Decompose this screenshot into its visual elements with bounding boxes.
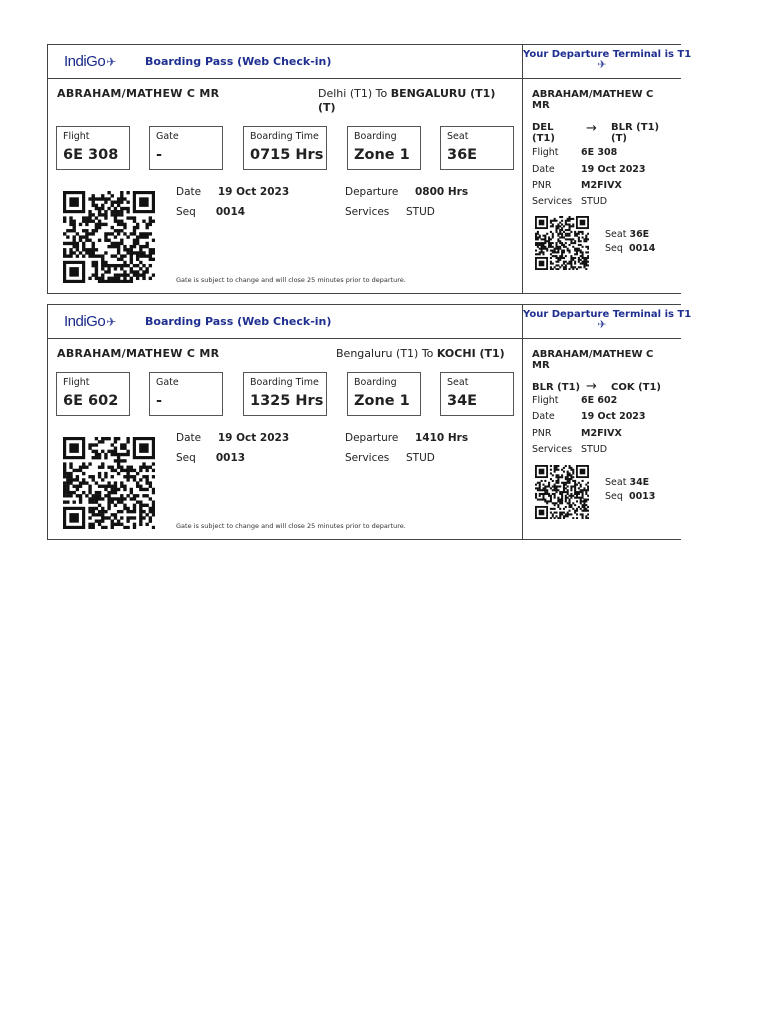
gate-note: Gate is subject to change and will close 25 minutes prior to departure.: [176, 276, 406, 284]
route: Bengaluru (T1) To KOCHI (T1): [336, 347, 505, 360]
departure-terminal: Your Departure Terminal is T1: [523, 49, 692, 60]
gate-note: Gate is subject to change and will close 25 minutes prior to departure.: [176, 522, 406, 530]
pass-header: [48, 45, 522, 79]
stub-header: [523, 45, 692, 79]
pass-main-section: [48, 305, 523, 539]
qr-code-icon: [63, 191, 155, 283]
stub-passenger-name: ABRAHAM/MATHEW C MR: [532, 89, 654, 111]
flight-box: Flight 6E 308: [56, 126, 130, 170]
boarding-pass-1: [47, 44, 692, 294]
seq-field: Seq 0014: [176, 206, 246, 218]
pass-header: [48, 305, 522, 339]
boarding-pass-2: [47, 304, 692, 540]
stub-seq: Seq 0014: [605, 243, 656, 254]
stub-seat: Seat 34E: [605, 477, 650, 488]
indigo-logo: IndiGo✈: [64, 53, 116, 70]
boarding-time-box: Boarding Time 1325 Hrs: [243, 372, 327, 416]
indigo-logo: IndiGo✈: [64, 313, 116, 330]
seq-field: Seq 0013: [176, 452, 246, 464]
stub-destination: COK (T1): [611, 382, 661, 393]
plane-icon: ✈: [106, 315, 116, 329]
departure-field: Departure 1410 Hrs: [345, 432, 469, 444]
seat-box: Seat 36E: [440, 126, 514, 170]
flight-box: Flight 6E 602: [56, 372, 130, 416]
passenger-name: ABRAHAM/MATHEW C MR: [57, 87, 220, 100]
qr-code-icon: [535, 465, 589, 519]
boarding-zone-box: Boarding Zone 1: [347, 372, 421, 416]
qr-code-icon: [535, 216, 589, 270]
pass-title: Boarding Pass (Web Check-in): [145, 55, 332, 68]
plane-icon: ✈: [597, 58, 607, 71]
date-field: Date 19 Oct 2023: [176, 432, 290, 444]
plane-icon: ✈: [597, 318, 607, 331]
stub-origin: BLR (T1): [532, 382, 581, 393]
stub-origin: DEL (T1): [532, 122, 555, 144]
route: Delhi (T1) To BENGALURU (T1) (T): [318, 87, 496, 114]
boarding-zone-box: Boarding Zone 1: [347, 126, 421, 170]
arrow-right-icon: →: [586, 121, 597, 136]
stub-destination: BLR (T1) (T): [611, 122, 660, 144]
arrow-right-icon: →: [586, 379, 597, 394]
qr-code-icon: [63, 437, 155, 529]
plane-icon: ✈: [106, 55, 116, 69]
pass-main-section: [48, 45, 523, 293]
date-field: Date 19 Oct 2023: [176, 186, 290, 198]
gate-box: Gate -: [149, 372, 223, 416]
stub-seq: Seq 0013: [605, 491, 656, 502]
boarding-time-box: Boarding Time 0715 Hrs: [243, 126, 327, 170]
stub-passenger-name: ABRAHAM/MATHEW C MR: [532, 349, 654, 371]
services-field: Services STUD: [345, 452, 435, 464]
passenger-name: ABRAHAM/MATHEW C MR: [57, 347, 220, 360]
services-field: Services STUD: [345, 206, 435, 218]
stub-seat: Seat 36E: [605, 229, 650, 240]
departure-field: Departure 0800 Hrs: [345, 186, 469, 198]
pass-title: Boarding Pass (Web Check-in): [145, 315, 332, 328]
departure-terminal: Your Departure Terminal is T1: [523, 309, 692, 320]
pass-stub: Your Departure Terminal is T1 ✈ ABRAHAM/MATHEW C MR BLR (T1) → COK (T1) Flight 6E 602 Date 19 Oct 2023 PNR M2FIVX Services STUD Seat 34E Seq 0013: [523, 305, 681, 539]
seat-box: Seat 34E: [440, 372, 514, 416]
gate-box: Gate -: [149, 126, 223, 170]
stub-header: [523, 305, 692, 339]
pass-stub: Your Departure Terminal is T1 ✈ ABRAHAM/MATHEW C MR DEL (T1) → BLR (T1) (T) Flight 6E 308 Date 19 Oct 2023 PNR M2FIVX Services STUD Seat 36E Seq 0014: [523, 45, 681, 293]
